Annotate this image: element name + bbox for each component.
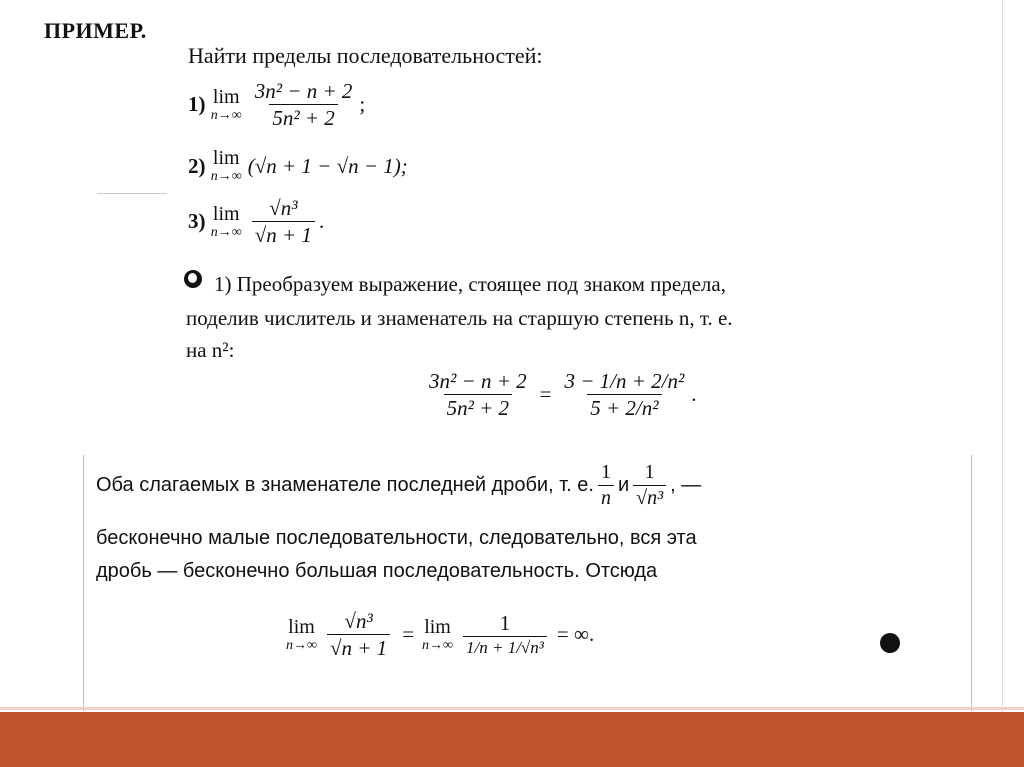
footer-accent-line [0,707,1024,710]
problem-2 [188,148,408,184]
slide-edge-line [1002,0,1003,712]
final-right-fraction: $\frac{1}{\text{1/n + 1/√n³}}$ [463,612,547,657]
solution-line-1: 1) Преобразуем выражение, стоящее под знаком предела, [214,272,726,296]
task-title: Найти пределы последовательностей: [188,43,543,68]
box-right-border [971,455,972,711]
example-label: ПРИМЕР. [44,18,147,43]
expression-2: (√n + 1 − √n − 1); [247,153,408,178]
box-left-border [83,455,84,711]
solution-line-3: на n²: [186,338,235,362]
problem-3: 3) lim n→∞ $\frac{\text{√n³}}{√n + 1}$ . [188,196,325,248]
fraction-3: $\frac{\text{√n³}}{√n + 1}$ [252,197,315,246]
limit-operator: lim n→∞ [286,615,317,653]
continuation-line-2: бесконечно малые последовательности, следовательно, вся эта [96,527,697,549]
fraction-1: $\frac{\text{3n² − n + 2}}{\text{5n² + 2}}$ [254,79,353,131]
limit-operator: lim n→∞ [210,147,242,184]
final-equation: lim n→∞ $\frac{\text{√n³}}{√n + 1}$ = lim n→∞ $\frac{1}{\text{1/n + 1/√n³}}$ = ∞. [286,609,595,661]
transform-equation: $\frac{\text{3n² − n + 2}}{\text{5n² + 2}}$ = $\frac{\text{3 − 1/n + 2/n²}}{\text{5 + 2/n²}}$ . [422,370,697,419]
problem-1: 1) lim n→∞ $\frac{\text{3n² − n + 2}}{\text{5n² + 2}}$ ; [188,79,366,131]
continuation-line-1: Оба слагаемых в знаменателе последней дроби, т. е. $\frac{1}{n}$ и $\frac{1}{\text{√n³}}$ , — [96,461,702,509]
limit-operator: lim n→∞ [210,85,242,123]
fraction-1-over-n: $\frac{1}{n}$ [598,462,614,509]
final-left-fraction: $\frac{\text{√n³}}{√n + 1}$ [327,610,390,659]
limit-operator: lim n→∞ [210,202,242,240]
item-number-3: 3) [188,209,206,234]
transform-left-fraction: $\frac{\text{3n² − n + 2}}{\text{5n² + 2}}$ [429,369,527,421]
footer-bar [0,712,1024,767]
continuation-line-3: дробь — бесконечно большая последовательность. Отсюда [96,560,658,582]
fraction-1-over-sqrt-n3: $\frac{1}{\text{√n³}}$ [633,462,666,509]
item-number-1: 1) [188,92,206,117]
limit-operator: lim n→∞ [422,615,454,653]
solution-start-icon [184,270,202,288]
solution-end-icon [880,633,900,653]
solution-line-2: поделив числитель и знаменатель на старшую степень n, т. е. [186,306,733,330]
divider-rule [97,193,167,194]
transform-right-fraction: $\frac{\text{3 − 1/n + 2/n²}}{\text{5 + 2/n²}}$ [564,369,685,421]
item-number-2: 2) [188,153,206,178]
